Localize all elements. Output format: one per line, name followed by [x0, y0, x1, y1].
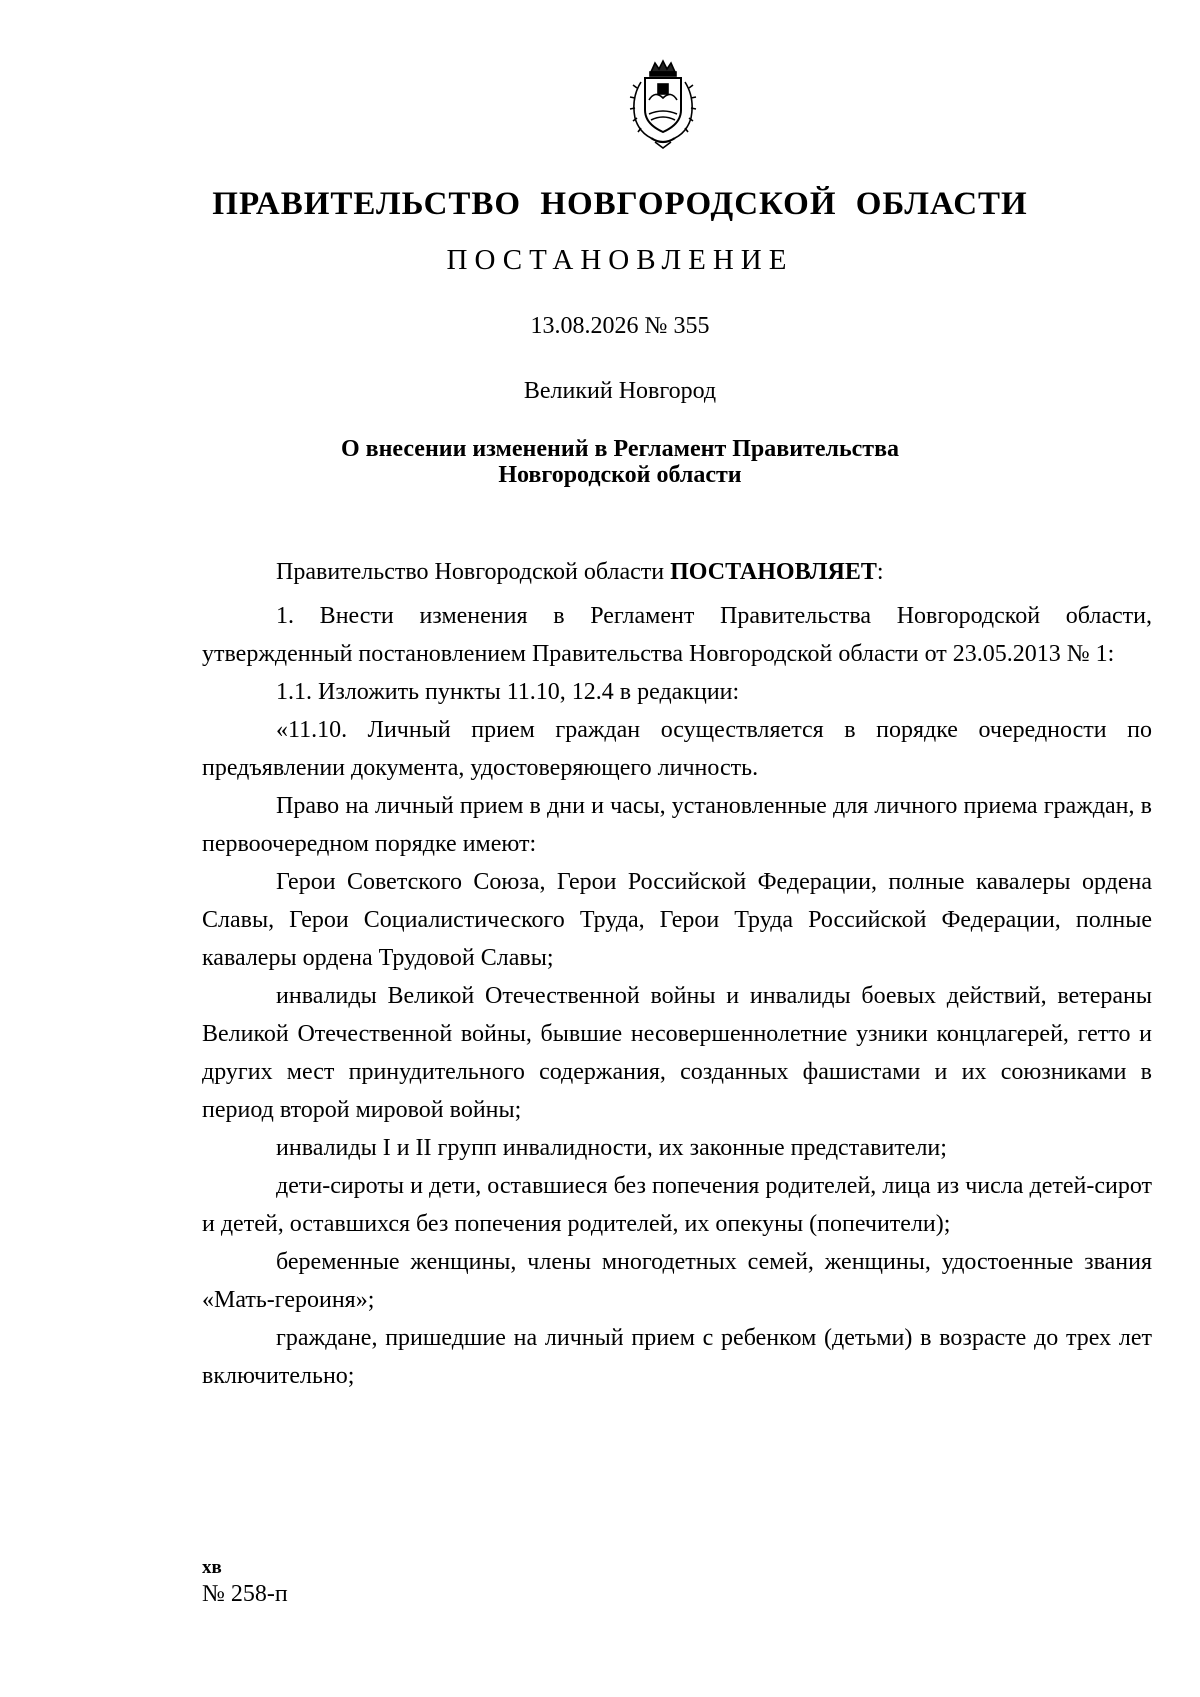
- body-paragraph: дети-сироты и дети, оставшиеся без попечения родителей, лица из числа детей-сирот и детей, оставшихся без попечения родителей, их опекуны (попечители);: [202, 1173, 1152, 1237]
- coat-of-arms-icon: [625, 58, 701, 150]
- footer-number: № 258-п: [202, 1581, 288, 1607]
- body-paragraph: беременные женщины, члены многодетных семей, женщины, удостоенные звания «Мать-героиня»;: [202, 1249, 1152, 1313]
- preamble-paragraph: [202, 553, 1152, 591]
- preamble-decision: ПОСТАНОВЛЯЕТ: [670, 559, 877, 585]
- body-paragraph: инвалиды I и II групп инвалидности, их законные представители;: [276, 1135, 947, 1161]
- body-paragraph: 1. Внести изменения в Регламент Правительства Новгородской области, утвержденный постановлением Правительства Новгородской области от 23.05.2013 № 1:: [202, 603, 1152, 667]
- body-paragraph: инвалиды Великой Отечественной войны и инвалиды боевых действий, ветераны Великой Отечественной войны, бывшие несовершеннолетние узники концлагерей, гетто и других мест принудительного содержания, созданных фашистами и их союзниками в период второй мировой войны;: [202, 983, 1152, 1123]
- preamble-text: Правительство Новгородской области: [276, 559, 671, 585]
- body-paragraph: граждане, пришедшие на личный прием с ребенком (детьми) в возрасте до трех лет включительно;: [202, 1325, 1152, 1389]
- footer-code: хв: [202, 1557, 222, 1578]
- subject-line-2: Новгородской области: [498, 462, 742, 488]
- document-subject: [0, 436, 1200, 488]
- body-paragraph: «11.10. Личный прием граждан осуществляется в порядке очередности по предъявлении документа, удостоверяющего личность.: [202, 717, 1152, 781]
- document-body: [202, 553, 1152, 1395]
- body-paragraph: Герои Советского Союза, Герои Российской Федерации, полные кавалеры ордена Славы, Герои Социалистического Труда, Герои Труда Российской Федерации, полные кавалеры ордена Трудовой Славы;: [202, 869, 1152, 971]
- organization-name: ПРАВИТЕЛЬСТВО НОВГОРОДСКОЙ ОБЛАСТИ: [212, 186, 1028, 222]
- document-date-number: 13.08.2026 № 355: [530, 313, 710, 339]
- subject-line-1: О внесении изменений в Регламент Правительства: [340, 436, 900, 462]
- body-paragraph: Право на личный прием в дни и часы, установленные для личного приема граждан, в первоочередном порядке имеют:: [202, 793, 1152, 857]
- body-paragraph: 1.1. Изложить пункты 11.10, 12.4 в редакции:: [276, 679, 740, 705]
- document-city: Великий Новгород: [523, 378, 717, 404]
- document-footer: [202, 1555, 288, 1607]
- document-type: ПОСТАНОВЛЕНИЕ: [446, 244, 794, 276]
- preamble-colon: :: [876, 559, 884, 585]
